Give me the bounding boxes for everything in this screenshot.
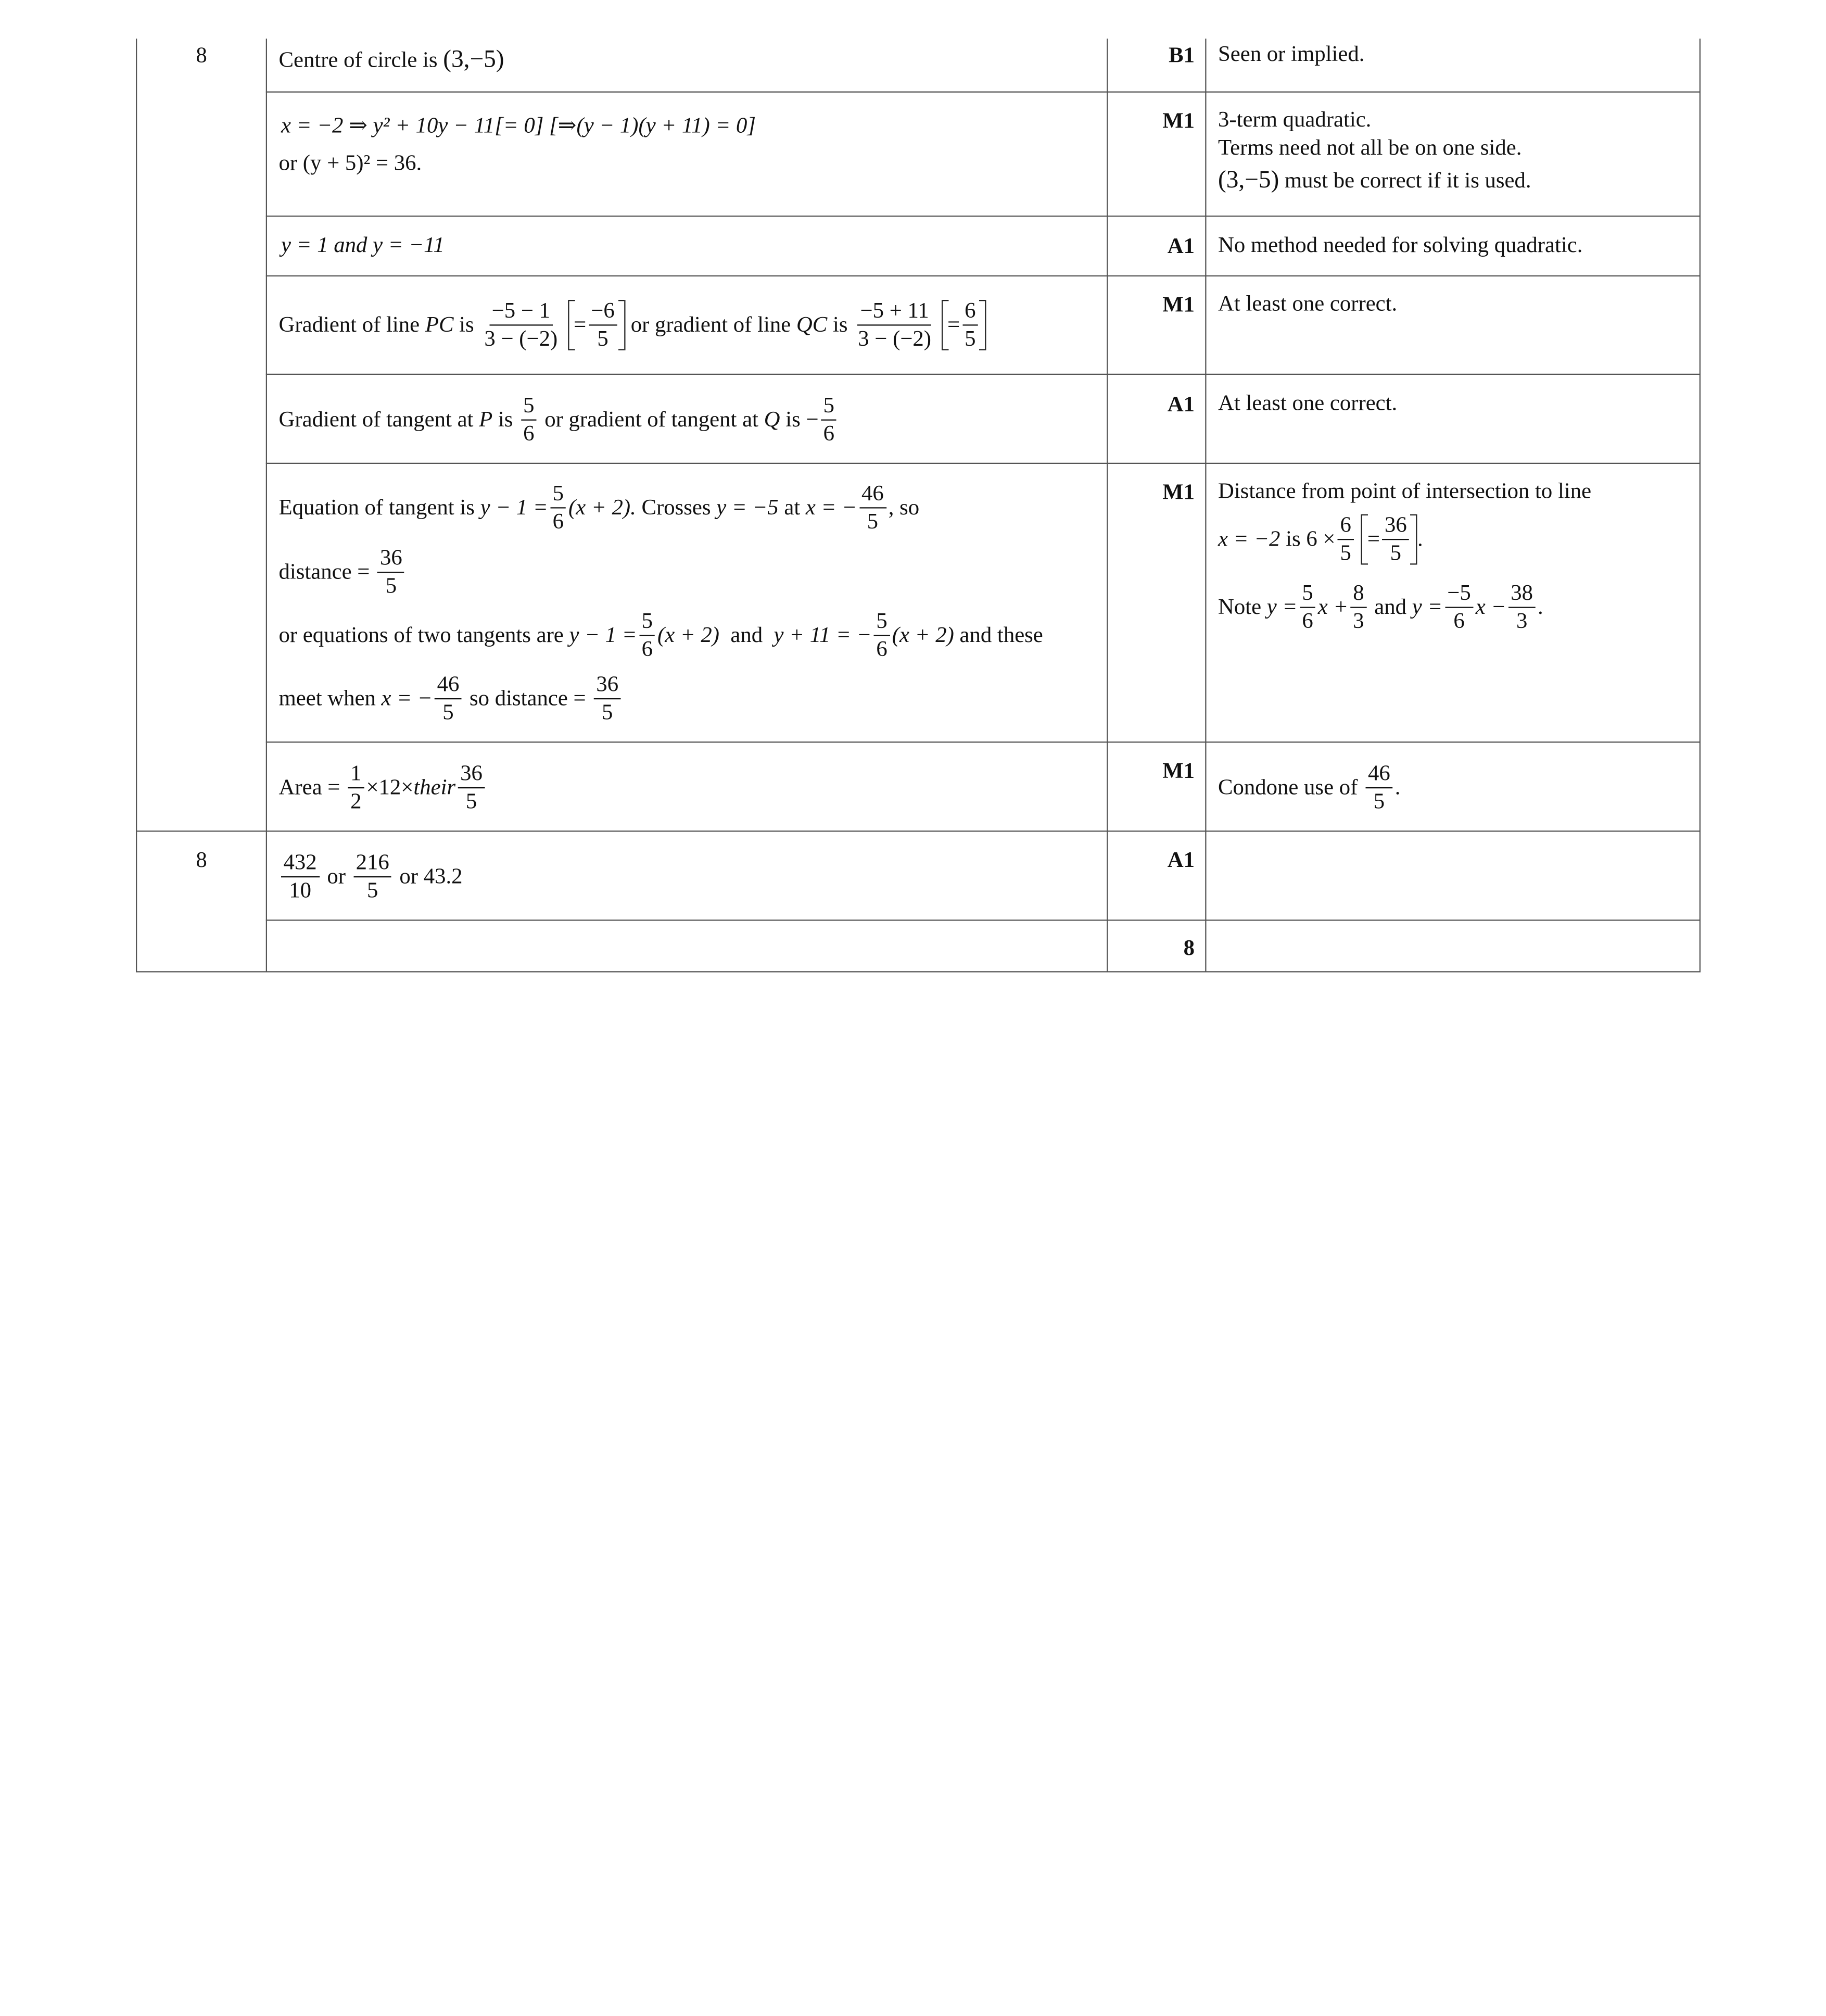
row-line [136,830,1701,831]
mark-a1: A1 [1167,234,1195,259]
border-left [136,39,137,972]
answer-final: $\frac{432}{10}$ or $\frac{216}{5}$ or 43.2 [279,847,463,906]
answer-two-tangents: or equations of two tangents are y − 1 = $\frac{5}{6}$ (x + 2) and y + 11 = − $\frac{5}{6}$ (x + 2) and these [278,608,1043,662]
answer-tangent-equation: Equation of tangent is y − 1 = $\frac{5}{6}$ (x + 2). Crosses y = −5 at x = − $\frac{46}{5}$ , so [278,481,920,534]
guidance-text: At least one correct. [1218,391,1398,416]
answer-centre: Centre of circle is (3,−5) [278,44,504,73]
mark-m1: M1 [1162,480,1195,505]
mark-m1: M1 [1162,109,1195,134]
answer-area: Area = $\frac{1}{2}$ ×12× their $\frac{36}{5}$ [279,758,487,817]
answer-distance: distance = $\frac{36}{5}$ [279,543,407,601]
row-line [266,216,1701,217]
guidance-text: 3-term quadratic. [1218,108,1372,133]
row-line [266,374,1701,375]
mark-m1: M1 [1162,759,1195,784]
question-number: 8 [196,43,207,68]
row-line [266,741,1701,742]
mark-b1: B1 [1169,43,1195,68]
divider-marks [1205,39,1206,972]
answer-gradient-radius: Gradient of line PC is $\frac{-5 - 1}{3 - (-2)}$ = $\frac{-6}{5}$ or gradient of line QC is $\frac{-5 + 11}{3 - (-2)}$ = $\frac{6}{5}$ [279,293,986,357]
answer-quadratic: x = −2 ⇒ y² + 10y − 11[= 0] [⇒(y − 1)(y + 11) = 0] [281,114,756,138]
row-line [266,463,1701,464]
border-bottom [136,971,1701,972]
guidance-text: Seen or implied. [1218,42,1365,67]
answer-gradient-tangent: Gradient of tangent at P is $\frac{5}{6}$ or gradient of tangent at Q is − $\frac{5}{6}$ [279,390,839,449]
guidance-distance: x = −2 is 6 × $\frac{6}{5}$ = $\frac{36}{5}$ . [1218,512,1423,565]
answer-roots: y = 1 and y = −11 [281,233,445,258]
guidance-note: Note y = $\frac{5}{6}$ x + $\frac{8}{3}$ and y = $\frac{-5}{6}$ x − $\frac{38}{3}$ . [1218,580,1543,634]
total-marks: 8 [1183,936,1195,961]
answer-quadratic-alt: or (y + 5)² = 36. [278,151,422,176]
guidance-text: No method needed for solving quadratic. [1218,233,1583,258]
divider-question [266,39,267,972]
guidance-text: At least one correct. [1218,292,1398,317]
question-number: 8 [196,848,207,873]
row-line [266,919,1701,921]
answer-meet: meet when x = − $\frac{46}{5}$ so distance = $\frac{36}{5}$ [279,669,624,728]
row-line [266,92,1701,93]
mark-m1: M1 [1162,293,1195,318]
mark-a1: A1 [1167,848,1195,873]
guidance-text: Distance from point of intersection to line [1218,479,1592,504]
border-right [1700,39,1701,972]
mark-a1: A1 [1167,392,1195,417]
guidance-text: (3,−5) must be correct if it is used. [1218,165,1531,194]
guidance-condone: Condone use of $\frac{46}{5}$ . [1218,761,1401,814]
guidance-text: Terms need not all be on one side. [1218,136,1522,161]
row-line [266,275,1701,276]
